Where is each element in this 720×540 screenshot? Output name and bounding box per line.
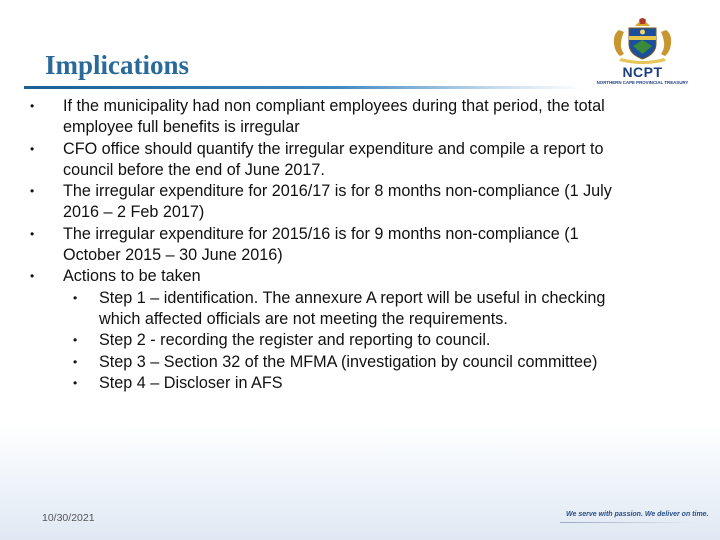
bullet-item bbox=[28, 181, 688, 224]
bullet-text: If the municipality had non compliant employees during that period, the total bbox=[63, 97, 605, 115]
bullet-icon: • bbox=[73, 375, 78, 390]
title-underline bbox=[24, 86, 584, 89]
logo-org-text: NCPT bbox=[622, 64, 663, 80]
ncpt-logo bbox=[585, 16, 700, 90]
bullet-icon: • bbox=[30, 141, 35, 156]
bullet-text: October 2015 – 30 June 2016) bbox=[63, 246, 283, 265]
sub-bullet-item bbox=[28, 373, 688, 394]
bullet-text: The irregular expenditure for 2015/16 is for 9 months non-compliance (1 bbox=[63, 224, 579, 243]
sub-bullet-text: Step 4 – Discloser in AFS bbox=[99, 373, 283, 392]
sub-bullet-text: Step 2 - recording the register and reporting to council. bbox=[99, 331, 491, 350]
slide-title: Implications bbox=[45, 50, 190, 80]
bullet-icon: • bbox=[73, 290, 78, 305]
sub-bullet-text: Step 3 – Section 32 of the MFMA (investigation by council committee) bbox=[99, 352, 598, 371]
bullet-icon: • bbox=[73, 333, 78, 348]
footer-tagline: We serve with passion. We deliver on time. bbox=[566, 511, 709, 518]
bullet-icon: • bbox=[30, 99, 35, 113]
bullet-text: The irregular expenditure for 2016/17 is for 8 months non-compliance (1 July bbox=[63, 182, 612, 201]
sub-bullet-item bbox=[28, 288, 688, 331]
bullet-icon: • bbox=[30, 269, 35, 284]
sub-bullet-text: Step 1 – identification. The annexure A report will be useful in checking bbox=[99, 288, 606, 307]
footer-divider bbox=[560, 522, 695, 523]
coat-of-arms-icon bbox=[585, 16, 700, 64]
logo-subtitle: NORTHERN CAPE PROVINCIAL TREASURY bbox=[596, 80, 689, 85]
bullet-icon: • bbox=[73, 354, 78, 369]
bullet-icon: • bbox=[30, 226, 35, 241]
bullet-text: 2016 – 2 Feb 2017) bbox=[63, 203, 205, 222]
footer-date: 10/30/2021 bbox=[42, 512, 95, 524]
bullet-item bbox=[28, 96, 688, 139]
bullet-item bbox=[28, 224, 688, 267]
bullet-icon: • bbox=[30, 184, 35, 199]
bullet-item bbox=[28, 139, 688, 182]
sub-bullet-item bbox=[28, 352, 688, 373]
bullet-text: employee full benefits is irregular bbox=[63, 118, 300, 137]
sub-bullet-text: which affected officials are not meeting the requirements. bbox=[99, 309, 508, 328]
sub-bullet-item bbox=[28, 330, 688, 351]
bullet-text: council before the end of June 2017. bbox=[63, 160, 325, 179]
slide-body bbox=[28, 96, 688, 394]
bullet-text: CFO office should quantify the irregular expenditure and compile a report to bbox=[63, 139, 604, 158]
bullet-text: Actions to be taken bbox=[63, 267, 201, 286]
bullet-item bbox=[28, 266, 688, 287]
